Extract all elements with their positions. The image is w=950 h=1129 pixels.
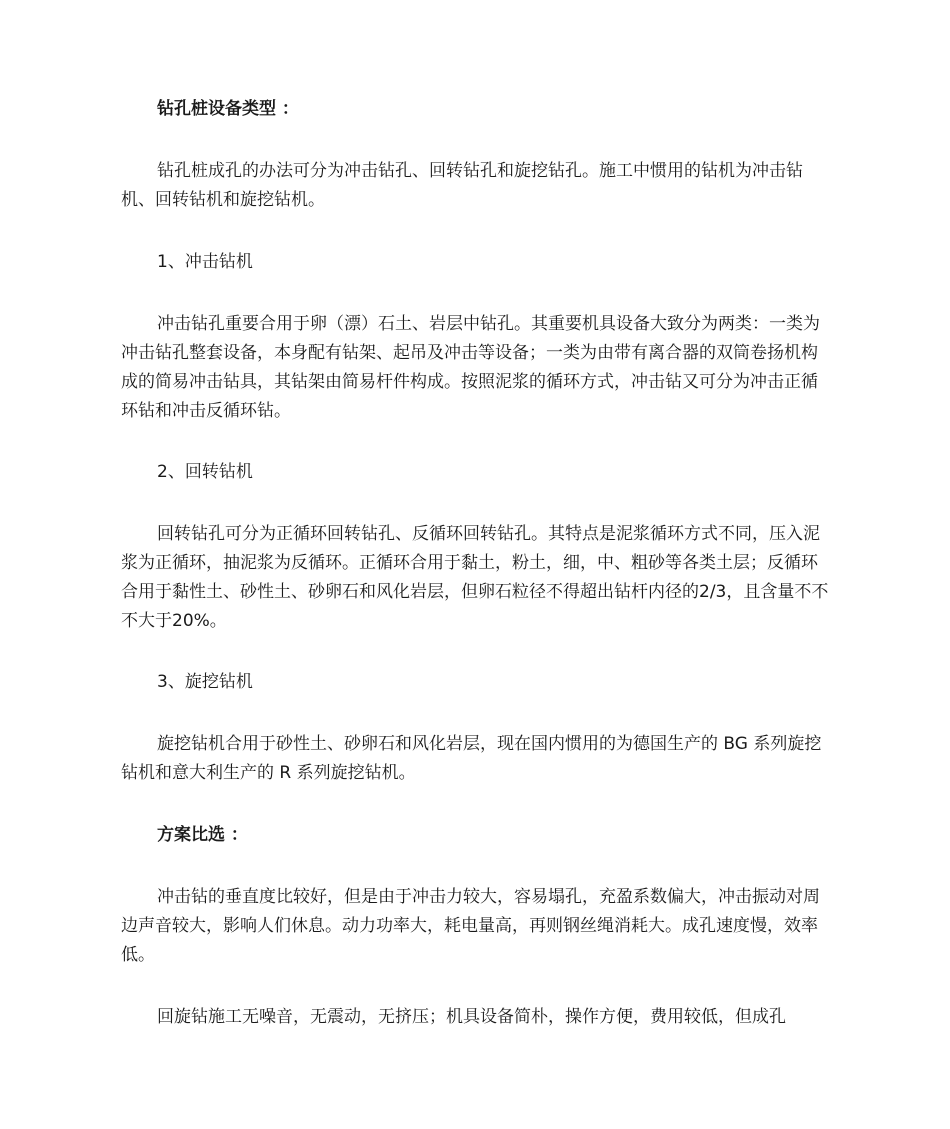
section2-heading: 2、回转钻机	[157, 462, 253, 482]
comparison-paragraph-1: 冲击钻的垂直度比较好，但是由于冲击力较大，容易塌孔，充盈系数偏大，冲击振动对周边声音较大，影响人们休息。动力功率大，耗电量高，再则钢丝绳消耗大。成孔速度慢，效率低。	[121, 887, 820, 965]
section1-paragraph: 冲击钻孔重要合用于卵（漂）石土、岩层中钻孔。其重要机具设备大致分为两类：一类为冲击钻孔整套设备，本身配有钻架、起吊及冲击等设备；一类为由带有离合器的双筒卷扬机构成的简易冲击钻具，其钻架由简易杆件构成。按照泥浆的循环方式，冲击钻又可分为冲击正循环钻和冲击反循环钻。	[121, 314, 820, 421]
section2-paragraph: 回转钻孔可分为正循环回转钻孔、反循环回转钻孔。其特点是泥浆循环方式不同，压入泥浆为正循环，抽泥浆为反循环。正循环合用于黏土，粉土，细，中、粗砂等各类土层；反循环合用于黏性土、砂性土、砂卵石和风化岩层，但卵石粒径不得超出钻杆内径的2/3，且含量不不不大于20%。	[121, 524, 829, 631]
document-title: 钻孔桩设备类型 ：	[157, 99, 299, 119]
section1-heading: 1、冲击钻机	[157, 252, 253, 272]
comparison-paragraph-2: 回旋钻施工无噪音，无震动，无挤压；机具设备简朴，操作方便，费用较低，但成孔	[157, 1007, 786, 1027]
section3-paragraph: 旋挖钻机合用于砂性土、砂卵石和风化岩层，现在国内惯用的为德国生产的 BG 系列旋挖钻机和意大利生产的 R 系列旋挖钻机。	[121, 734, 822, 783]
intro-paragraph: 钻孔桩成孔的办法可分为冲击钻孔、回转钻孔和旋挖钻孔。施工中惯用的钻机为冲击钻机、回转钻机和旋挖钻机。	[121, 161, 803, 210]
section3-heading: 3、旋挖钻机	[157, 672, 253, 692]
comparison-heading: 方案比选 ：	[157, 825, 248, 845]
